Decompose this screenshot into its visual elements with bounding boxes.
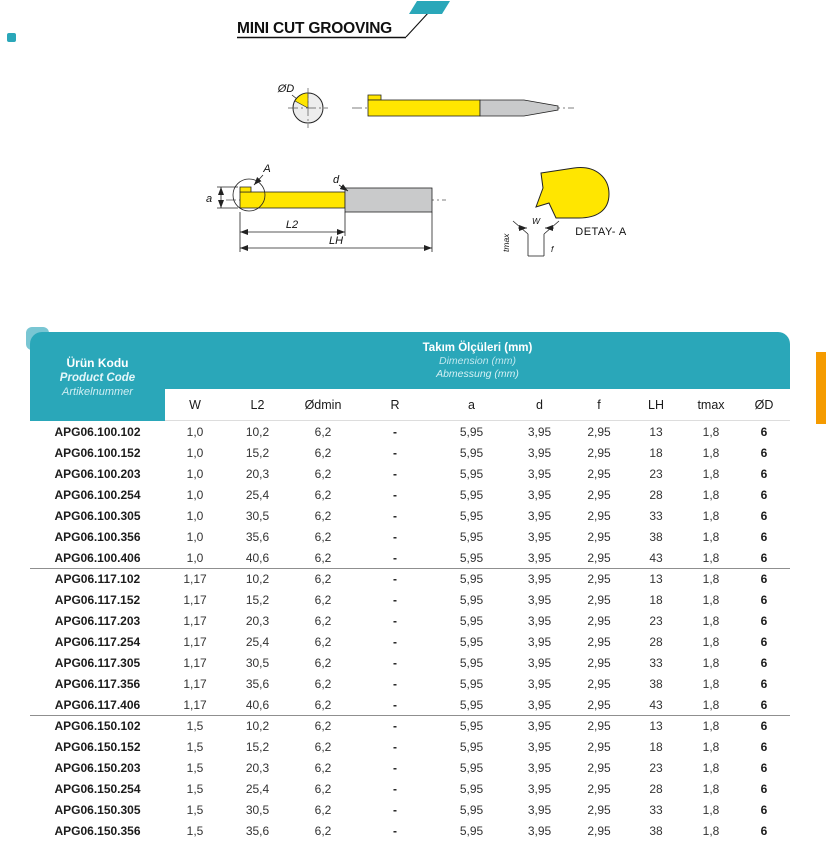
value-cell: 6,2 <box>314 466 332 481</box>
product-code-header <box>30 332 165 421</box>
value-cell: 1,8 <box>702 802 720 817</box>
value-cell: 6,2 <box>314 760 332 775</box>
value-cell: 40,6 <box>245 697 270 712</box>
value-cell: - <box>393 508 397 523</box>
product-code-cell: APG06.100.356 <box>54 529 141 544</box>
value-cell: 6,2 <box>314 634 332 649</box>
profile-flank-line <box>513 221 528 234</box>
value-cell: - <box>393 572 397 586</box>
value-cell: 33 <box>649 802 663 817</box>
value-cell: 3,95 <box>527 676 552 691</box>
header-line-en: Product Code <box>59 371 136 384</box>
value-cell: 6 <box>760 466 768 481</box>
value-cell: - <box>393 529 397 544</box>
value-cell: - <box>393 487 397 502</box>
value-cell: 2,95 <box>587 781 611 796</box>
value-cell: 3,95 <box>527 572 552 586</box>
value-cell: 5,95 <box>459 802 484 817</box>
value-cell: 2,95 <box>587 529 611 544</box>
value-cell: 6 <box>760 424 768 439</box>
value-cell: 20,3 <box>245 466 270 481</box>
value-cell: 28 <box>649 487 663 502</box>
value-cell: 1,5 <box>186 739 204 754</box>
value-cell: 30,5 <box>245 508 270 523</box>
value-cell: 1,8 <box>702 676 720 691</box>
value-cell: 5,95 <box>459 760 484 775</box>
value-cell: 3,95 <box>527 655 552 670</box>
dimensions-header <box>165 332 790 421</box>
value-cell: - <box>393 613 397 628</box>
value-cell: 6 <box>760 802 768 817</box>
value-cell: 23 <box>649 760 663 775</box>
dimension-label-w: W <box>531 216 541 226</box>
column-header-f: f <box>597 397 601 412</box>
technical-diagrams <box>0 55 826 327</box>
value-cell: 2,95 <box>587 719 611 733</box>
value-cell: 6,2 <box>314 508 332 523</box>
value-cell: 1,8 <box>702 445 720 460</box>
column-headers <box>165 389 790 421</box>
table-row <box>30 442 790 463</box>
value-cell: 6,2 <box>314 655 332 670</box>
value-cell: 5,95 <box>459 676 484 691</box>
value-cell: 13 <box>649 424 663 439</box>
header-line-de: Artikelnummer <box>62 385 133 398</box>
value-cell: 6,2 <box>314 424 332 439</box>
header-line-tr: Ürün Kodu <box>66 355 129 370</box>
value-cell: 40,6 <box>245 550 270 565</box>
value-cell: 6,2 <box>314 572 332 586</box>
value-cell: 1,17 <box>183 676 207 691</box>
value-cell: 6,2 <box>314 719 332 733</box>
value-cell: 23 <box>649 613 663 628</box>
value-cell: 6 <box>760 739 768 754</box>
table-row <box>30 526 790 547</box>
dimensions-title <box>165 332 790 389</box>
header-line-tr: Takım Ölçüleri (mm) <box>422 341 533 354</box>
value-cell: 6 <box>760 781 768 796</box>
value-cell: 1,8 <box>702 466 720 481</box>
product-code-cell: APG06.150.305 <box>54 802 141 817</box>
value-cell: 1,17 <box>183 613 207 628</box>
value-cell: 15,2 <box>245 739 270 754</box>
product-code-cell: APG06.150.152 <box>54 739 141 754</box>
value-cell: 33 <box>649 655 663 670</box>
product-code-cell: APG06.117.203 <box>54 613 141 628</box>
value-cell: 6,2 <box>314 739 332 754</box>
column-header-lh: LH <box>648 397 664 412</box>
table-row <box>30 778 790 799</box>
product-code-cell: APG06.100.152 <box>54 445 141 460</box>
value-cell: - <box>393 739 397 754</box>
value-cell: 10,2 <box>245 572 270 586</box>
value-cell: 1,0 <box>186 424 204 439</box>
value-cell: 1,17 <box>183 592 207 607</box>
value-cell: 1,17 <box>183 655 207 670</box>
value-cell: 13 <box>649 719 663 733</box>
value-cell: 6 <box>760 823 768 838</box>
value-cell: 43 <box>649 697 663 712</box>
tool-dimension-view <box>206 163 446 252</box>
value-cell: - <box>393 634 397 649</box>
value-cell: 5,95 <box>459 655 484 670</box>
value-cell: 5,95 <box>459 781 484 796</box>
value-cell: 1,8 <box>702 550 720 565</box>
value-cell: 6,2 <box>314 529 332 544</box>
value-cell: 25,4 <box>245 487 270 502</box>
table-row <box>30 421 790 442</box>
value-cell: - <box>393 760 397 775</box>
value-cell: 5,95 <box>459 634 484 649</box>
value-cell: 5,95 <box>459 424 484 439</box>
value-cell: 1,17 <box>183 634 207 649</box>
profile-flank-line <box>544 221 559 234</box>
title-decoration <box>0 0 826 55</box>
table-row <box>30 610 790 631</box>
table-row <box>30 715 790 736</box>
value-cell: 35,6 <box>245 823 270 838</box>
value-cell: 5,95 <box>459 572 484 586</box>
column-header-tmax: tmax <box>697 397 725 412</box>
column-header-r: R <box>390 397 400 412</box>
value-cell: - <box>393 719 397 733</box>
table-row <box>30 568 790 589</box>
value-cell: 5,95 <box>459 529 484 544</box>
value-cell: 28 <box>649 781 663 796</box>
value-cell: 2,95 <box>587 487 611 502</box>
value-cell: 1,8 <box>702 823 720 838</box>
value-cell: 2,95 <box>587 613 611 628</box>
value-cell: 10,2 <box>245 719 270 733</box>
value-cell: 2,95 <box>587 739 611 754</box>
value-cell: 1,8 <box>702 760 720 775</box>
title-diagonal-line <box>406 12 429 37</box>
value-cell: 3,95 <box>527 802 552 817</box>
column-header-l2: L2 <box>250 397 265 412</box>
value-cell: 1,8 <box>702 781 720 796</box>
value-cell: 1,5 <box>186 719 204 733</box>
product-code-cell: APG06.150.102 <box>54 719 141 733</box>
page-index-tab <box>816 352 826 424</box>
cutting-head <box>240 187 251 192</box>
value-cell: 15,2 <box>245 445 270 460</box>
value-cell: 1,5 <box>186 760 204 775</box>
value-cell: - <box>393 676 397 691</box>
value-cell: 1,5 <box>186 781 204 796</box>
value-cell: 3,95 <box>527 634 552 649</box>
table-header <box>30 332 790 421</box>
dimension-label-d: d <box>332 174 340 186</box>
value-cell: 6 <box>760 697 768 712</box>
value-cell: 6,2 <box>314 550 332 565</box>
table-row <box>30 505 790 526</box>
value-cell: 6,2 <box>314 823 332 838</box>
value-cell: 3,95 <box>527 592 552 607</box>
table-row <box>30 799 790 820</box>
value-cell: 6,2 <box>314 697 332 712</box>
product-code-cell: APG06.117.254 <box>54 634 141 649</box>
value-cell: 5,95 <box>459 508 484 523</box>
value-cell: 5,95 <box>459 487 484 502</box>
value-cell: 1,8 <box>702 613 720 628</box>
tool-shank <box>345 188 432 212</box>
value-cell: 2,95 <box>587 655 611 670</box>
value-cell: 5,95 <box>459 466 484 481</box>
value-cell: 6,2 <box>314 592 332 607</box>
product-code-cell: APG06.117.406 <box>54 697 141 712</box>
value-cell: - <box>393 466 397 481</box>
value-cell: 1,8 <box>702 739 720 754</box>
value-cell: 20,3 <box>245 760 270 775</box>
value-cell: 3,95 <box>527 424 552 439</box>
value-cell: 6,2 <box>314 445 332 460</box>
cutting-head <box>368 95 381 100</box>
value-cell: 2,95 <box>587 550 611 565</box>
value-cell: 1,8 <box>702 719 720 733</box>
value-cell: 6,2 <box>314 802 332 817</box>
value-cell: 1,8 <box>702 572 720 586</box>
dimension-label-lh: LH <box>328 235 344 247</box>
product-code-cell: APG06.100.203 <box>54 466 141 481</box>
value-cell: 1,0 <box>186 445 204 460</box>
value-cell: 2,95 <box>587 466 611 481</box>
value-cell: 10,2 <box>245 424 270 439</box>
value-cell: - <box>393 802 397 817</box>
value-cell: 1,8 <box>702 508 720 523</box>
value-cell: 3,95 <box>527 697 552 712</box>
value-cell: 3,95 <box>527 529 552 544</box>
cutter-head-detail <box>536 168 609 218</box>
value-cell: 15,2 <box>245 592 270 607</box>
value-cell: 3,95 <box>527 719 552 733</box>
value-cell: - <box>393 592 397 607</box>
value-cell: 6,2 <box>314 781 332 796</box>
value-cell: - <box>393 445 397 460</box>
value-cell: 2,95 <box>587 572 611 586</box>
value-cell: 18 <box>649 592 663 607</box>
value-cell: 6 <box>760 487 768 502</box>
product-code-cell: APG06.100.254 <box>54 487 141 502</box>
value-cell: 30,5 <box>245 802 270 817</box>
value-cell: 1,17 <box>183 697 207 712</box>
column-header-d: d <box>536 397 543 412</box>
value-cell: 6,2 <box>314 676 332 691</box>
header-line-en: Dimension (mm) <box>438 354 516 367</box>
value-cell: 1,8 <box>702 655 720 670</box>
value-cell: 5,95 <box>459 592 484 607</box>
value-cell: 1,0 <box>186 508 204 523</box>
detail-title: DETAY- A <box>575 226 627 238</box>
table-row <box>30 757 790 778</box>
value-cell: 1,0 <box>186 466 204 481</box>
value-cell: - <box>393 550 397 565</box>
value-cell: 2,95 <box>587 697 611 712</box>
value-cell: 38 <box>649 529 663 544</box>
value-cell: 6 <box>760 508 768 523</box>
value-cell: 6 <box>760 550 768 565</box>
product-table <box>30 332 790 841</box>
value-cell: 1,8 <box>702 424 720 439</box>
value-cell: 6 <box>760 760 768 775</box>
value-cell: 2,95 <box>587 424 611 439</box>
value-cell: 3,95 <box>527 466 552 481</box>
table-row <box>30 652 790 673</box>
value-cell: 6,2 <box>314 613 332 628</box>
dimension-label-a: a <box>205 193 213 205</box>
table-body <box>30 421 790 841</box>
value-cell: 6 <box>760 676 768 691</box>
table-row <box>30 631 790 652</box>
table-row <box>30 463 790 484</box>
column-header-od: ØD <box>754 397 774 412</box>
value-cell: 43 <box>649 550 663 565</box>
value-cell: 1,8 <box>702 487 720 502</box>
table-row <box>30 589 790 610</box>
value-cell: 1,0 <box>186 550 204 565</box>
product-code-cell: APG06.100.406 <box>54 550 141 565</box>
value-cell: 35,6 <box>245 676 270 691</box>
value-cell: 5,95 <box>459 739 484 754</box>
dimension-label-l2: L2 <box>285 219 299 231</box>
value-cell: 1,0 <box>186 529 204 544</box>
product-code-cell: APG06.150.254 <box>54 781 141 796</box>
title-flag <box>409 1 450 14</box>
value-cell: 6,2 <box>314 487 332 502</box>
value-cell: 3,95 <box>527 613 552 628</box>
product-code-cell: APG06.117.152 <box>54 592 141 607</box>
product-code-cell: APG06.117.102 <box>54 572 141 586</box>
value-cell: 1,5 <box>186 823 204 838</box>
value-cell: 30,5 <box>245 655 270 670</box>
dimension-label-tmax: tmax <box>501 233 511 252</box>
product-code-cell: APG06.100.102 <box>54 424 141 439</box>
value-cell: 2,95 <box>587 634 611 649</box>
table-row <box>30 547 790 568</box>
value-cell: 23 <box>649 466 663 481</box>
value-cell: 2,95 <box>587 802 611 817</box>
value-cell: 3,95 <box>527 739 552 754</box>
product-code-cell: APG06.100.305 <box>54 508 141 523</box>
detail-a-view <box>501 168 627 256</box>
value-cell: - <box>393 424 397 439</box>
value-cell: 2,95 <box>587 760 611 775</box>
page-title: MINI CUT GROOVING <box>237 20 393 37</box>
value-cell: 3,95 <box>527 823 552 838</box>
value-cell: 1,5 <box>186 802 204 817</box>
value-cell: 5,95 <box>459 613 484 628</box>
tool-side-view <box>277 83 574 128</box>
value-cell: 2,95 <box>587 676 611 691</box>
value-cell: 1,8 <box>702 634 720 649</box>
value-cell: 6 <box>760 634 768 649</box>
header-line-de: Abmessung (mm) <box>436 367 519 380</box>
value-cell: 18 <box>649 445 663 460</box>
value-cell: 3,95 <box>527 550 552 565</box>
product-code-cell: APG06.117.305 <box>54 655 141 670</box>
value-cell: 20,3 <box>245 613 270 628</box>
value-cell: 25,4 <box>245 781 270 796</box>
value-cell: 3,95 <box>527 487 552 502</box>
value-cell: 25,4 <box>245 634 270 649</box>
value-cell: 13 <box>649 572 663 586</box>
value-cell: 1,17 <box>183 572 207 586</box>
value-cell: 3,95 <box>527 760 552 775</box>
tool-shank <box>480 100 558 116</box>
value-cell: 5,95 <box>459 550 484 565</box>
tool-body-carbide <box>368 100 480 116</box>
value-cell: - <box>393 781 397 796</box>
table-row <box>30 694 790 715</box>
value-cell: 5,95 <box>459 697 484 712</box>
value-cell: 2,95 <box>587 592 611 607</box>
table-row <box>30 484 790 505</box>
value-cell: 2,95 <box>587 823 611 838</box>
value-cell: 1,8 <box>702 592 720 607</box>
value-cell: 6 <box>760 445 768 460</box>
tool-body-carbide <box>240 192 345 208</box>
dimension-label-f: f <box>551 244 554 254</box>
value-cell: 6 <box>760 719 768 733</box>
value-cell: 38 <box>649 676 663 691</box>
table-row <box>30 736 790 757</box>
detail-reference-label: A <box>263 163 271 175</box>
value-cell: 1,8 <box>702 697 720 712</box>
value-cell: 28 <box>649 634 663 649</box>
product-code-cell: APG06.117.356 <box>54 676 141 691</box>
column-header-odmin: Ødmin <box>304 397 342 412</box>
value-cell: 1,0 <box>186 487 204 502</box>
value-cell: 2,95 <box>587 445 611 460</box>
value-cell: - <box>393 655 397 670</box>
table-row <box>30 820 790 841</box>
value-cell: 33 <box>649 508 663 523</box>
value-cell: 5,95 <box>459 823 484 838</box>
value-cell: 6 <box>760 592 768 607</box>
value-cell: 3,95 <box>527 781 552 796</box>
column-header-a: a <box>468 397 475 412</box>
value-cell: 3,95 <box>527 508 552 523</box>
table-row <box>30 673 790 694</box>
value-cell: - <box>393 697 397 712</box>
value-cell: 2,95 <box>587 508 611 523</box>
column-header-w: W <box>189 397 201 412</box>
value-cell: 6 <box>760 655 768 670</box>
value-cell: 6 <box>760 572 768 586</box>
value-cell: 6 <box>760 613 768 628</box>
value-cell: 35,6 <box>245 529 270 544</box>
value-cell: 38 <box>649 823 663 838</box>
value-cell: 1,8 <box>702 529 720 544</box>
value-cell: - <box>393 823 397 838</box>
value-cell: 5,95 <box>459 719 484 733</box>
value-cell: 5,95 <box>459 445 484 460</box>
value-cell: 6 <box>760 529 768 544</box>
product-code-cell: APG06.150.356 <box>54 823 141 838</box>
value-cell: 3,95 <box>527 445 552 460</box>
value-cell: 18 <box>649 739 663 754</box>
product-code-cell: APG06.150.203 <box>54 760 141 775</box>
diameter-label: ØD <box>277 83 295 95</box>
